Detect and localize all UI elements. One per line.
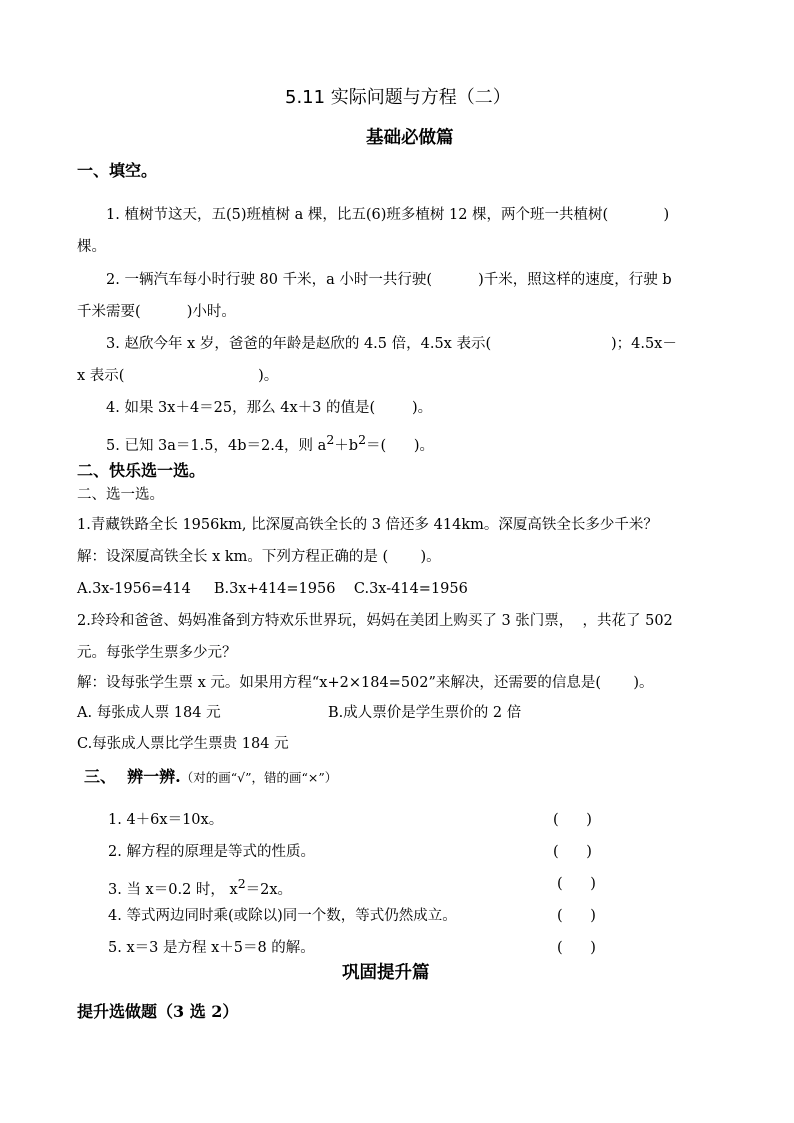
question-2-line-1: 2. 一辆汽车每小时行驶 80 千米，a 小时一共行驶( )千米，照这样的速度，行驶 b (106, 272, 672, 288)
choice-question-2-line-1: 2.玲玲和爸爸、妈妈准备到方特欢乐世界玩，妈妈在美团上购买了 3 张门票， ，共花了 502 (77, 613, 673, 629)
question-5-sup-1: 2 (326, 432, 335, 447)
choice-question-1-options: A.3x-1956=414 B.3x+414=1956 C.3x-414=1956 (77, 581, 468, 597)
question-5-mid: ＋b (334, 437, 359, 454)
section-heading-judge (84, 767, 337, 788)
choice-question-2-line-3: 解：设每张学生票 x 元。如果用方程“x+2×184=502”来解决，还需要的信息是( )。 (77, 675, 654, 691)
choice-question-2-line-2: 元。每张学生票多少元？ (77, 645, 237, 661)
section-heading-judge-title: 三、 辨一辨. (84, 767, 181, 786)
judge-item-4-blank: ( ) (557, 908, 596, 924)
choice-question-1-line-2: 解：设深厦高铁全长 x km。下列方程正确的是 ( )。 (77, 549, 441, 565)
section-heading-judge-note: （对的画“√”，错的画“×”） (180, 770, 338, 785)
question-1-line-2: 棵。 (77, 239, 106, 255)
question-3-line-1: 3. 赵欣今年 x 岁，爸爸的年龄是赵欣的 4.5 倍，4.5x 表示( )；4.5x－ (106, 336, 677, 352)
question-5 (106, 430, 434, 456)
question-1-line-1: 1. 植树节这天，五(5)班植树 a 棵，比五(6)班多植树 12 棵，两个班一共植树( ) (106, 207, 670, 223)
question-5-suffix: ＝( )。 (366, 437, 434, 454)
question-5-sup-2: 2 (358, 432, 367, 447)
section-subtitle-basic: 基础必做篇 (366, 128, 454, 148)
section-heading-advanced: 提升选做题（3 选 2） (77, 1002, 239, 1021)
judge-item-3-sup: 2 (237, 876, 246, 891)
judge-item-4: 4. 等式两边同时乘(或除以)同一个数，等式仍然成立。 (108, 908, 457, 924)
question-3-line-2: x 表示( )。 (77, 368, 279, 384)
judge-item-1-blank: ( ) (553, 812, 592, 828)
choice-question-2-option-b: B.成人票价是学生票价的 2 倍 (328, 705, 522, 721)
section-subheading-choice: 二、选一选。 (77, 487, 164, 503)
judge-item-3 (108, 874, 292, 900)
choice-question-2-option-c: C.每张成人票比学生票贵 184 元 (77, 736, 289, 752)
section-heading-fill-blank: 一、填空。 (77, 161, 158, 180)
question-2-line-2: 千米需要( )小时。 (77, 304, 236, 320)
judge-item-3-blank: ( ) (557, 876, 596, 892)
judge-item-5-blank: ( ) (557, 940, 596, 956)
judge-item-2: 2. 解方程的原理是等式的性质。 (108, 844, 315, 860)
question-5-prefix: 5. 已知 3a＝1.5，4b＝2.4，则 a (106, 437, 327, 454)
page-title: 5.11 实际问题与方程（二） (285, 87, 511, 108)
section-heading-choice: 二、快乐选一选。 (77, 461, 206, 480)
judge-item-2-blank: ( ) (553, 844, 592, 860)
section-subtitle-advanced: 巩固提升篇 (342, 963, 430, 983)
judge-item-3-prefix: 3. 当 x＝0.2 时， x (108, 881, 238, 898)
question-4: 4. 如果 3x＋4＝25，那么 4x＋3 的值是( )。 (106, 400, 433, 416)
choice-question-2-option-a: A. 每张成人票 184 元 (77, 705, 221, 721)
judge-item-3-suffix: ＝2x。 (245, 881, 293, 898)
judge-item-1: 1. 4＋6x＝10x。 (108, 812, 224, 828)
choice-question-1-line-1: 1.青藏铁路全长 1956km, 比深厦高铁全长的 3 倍还多 414km。深厦高铁全长多少千米？ (77, 517, 658, 533)
judge-item-5: 5. x＝3 是方程 x＋5＝8 的解。 (108, 940, 315, 956)
